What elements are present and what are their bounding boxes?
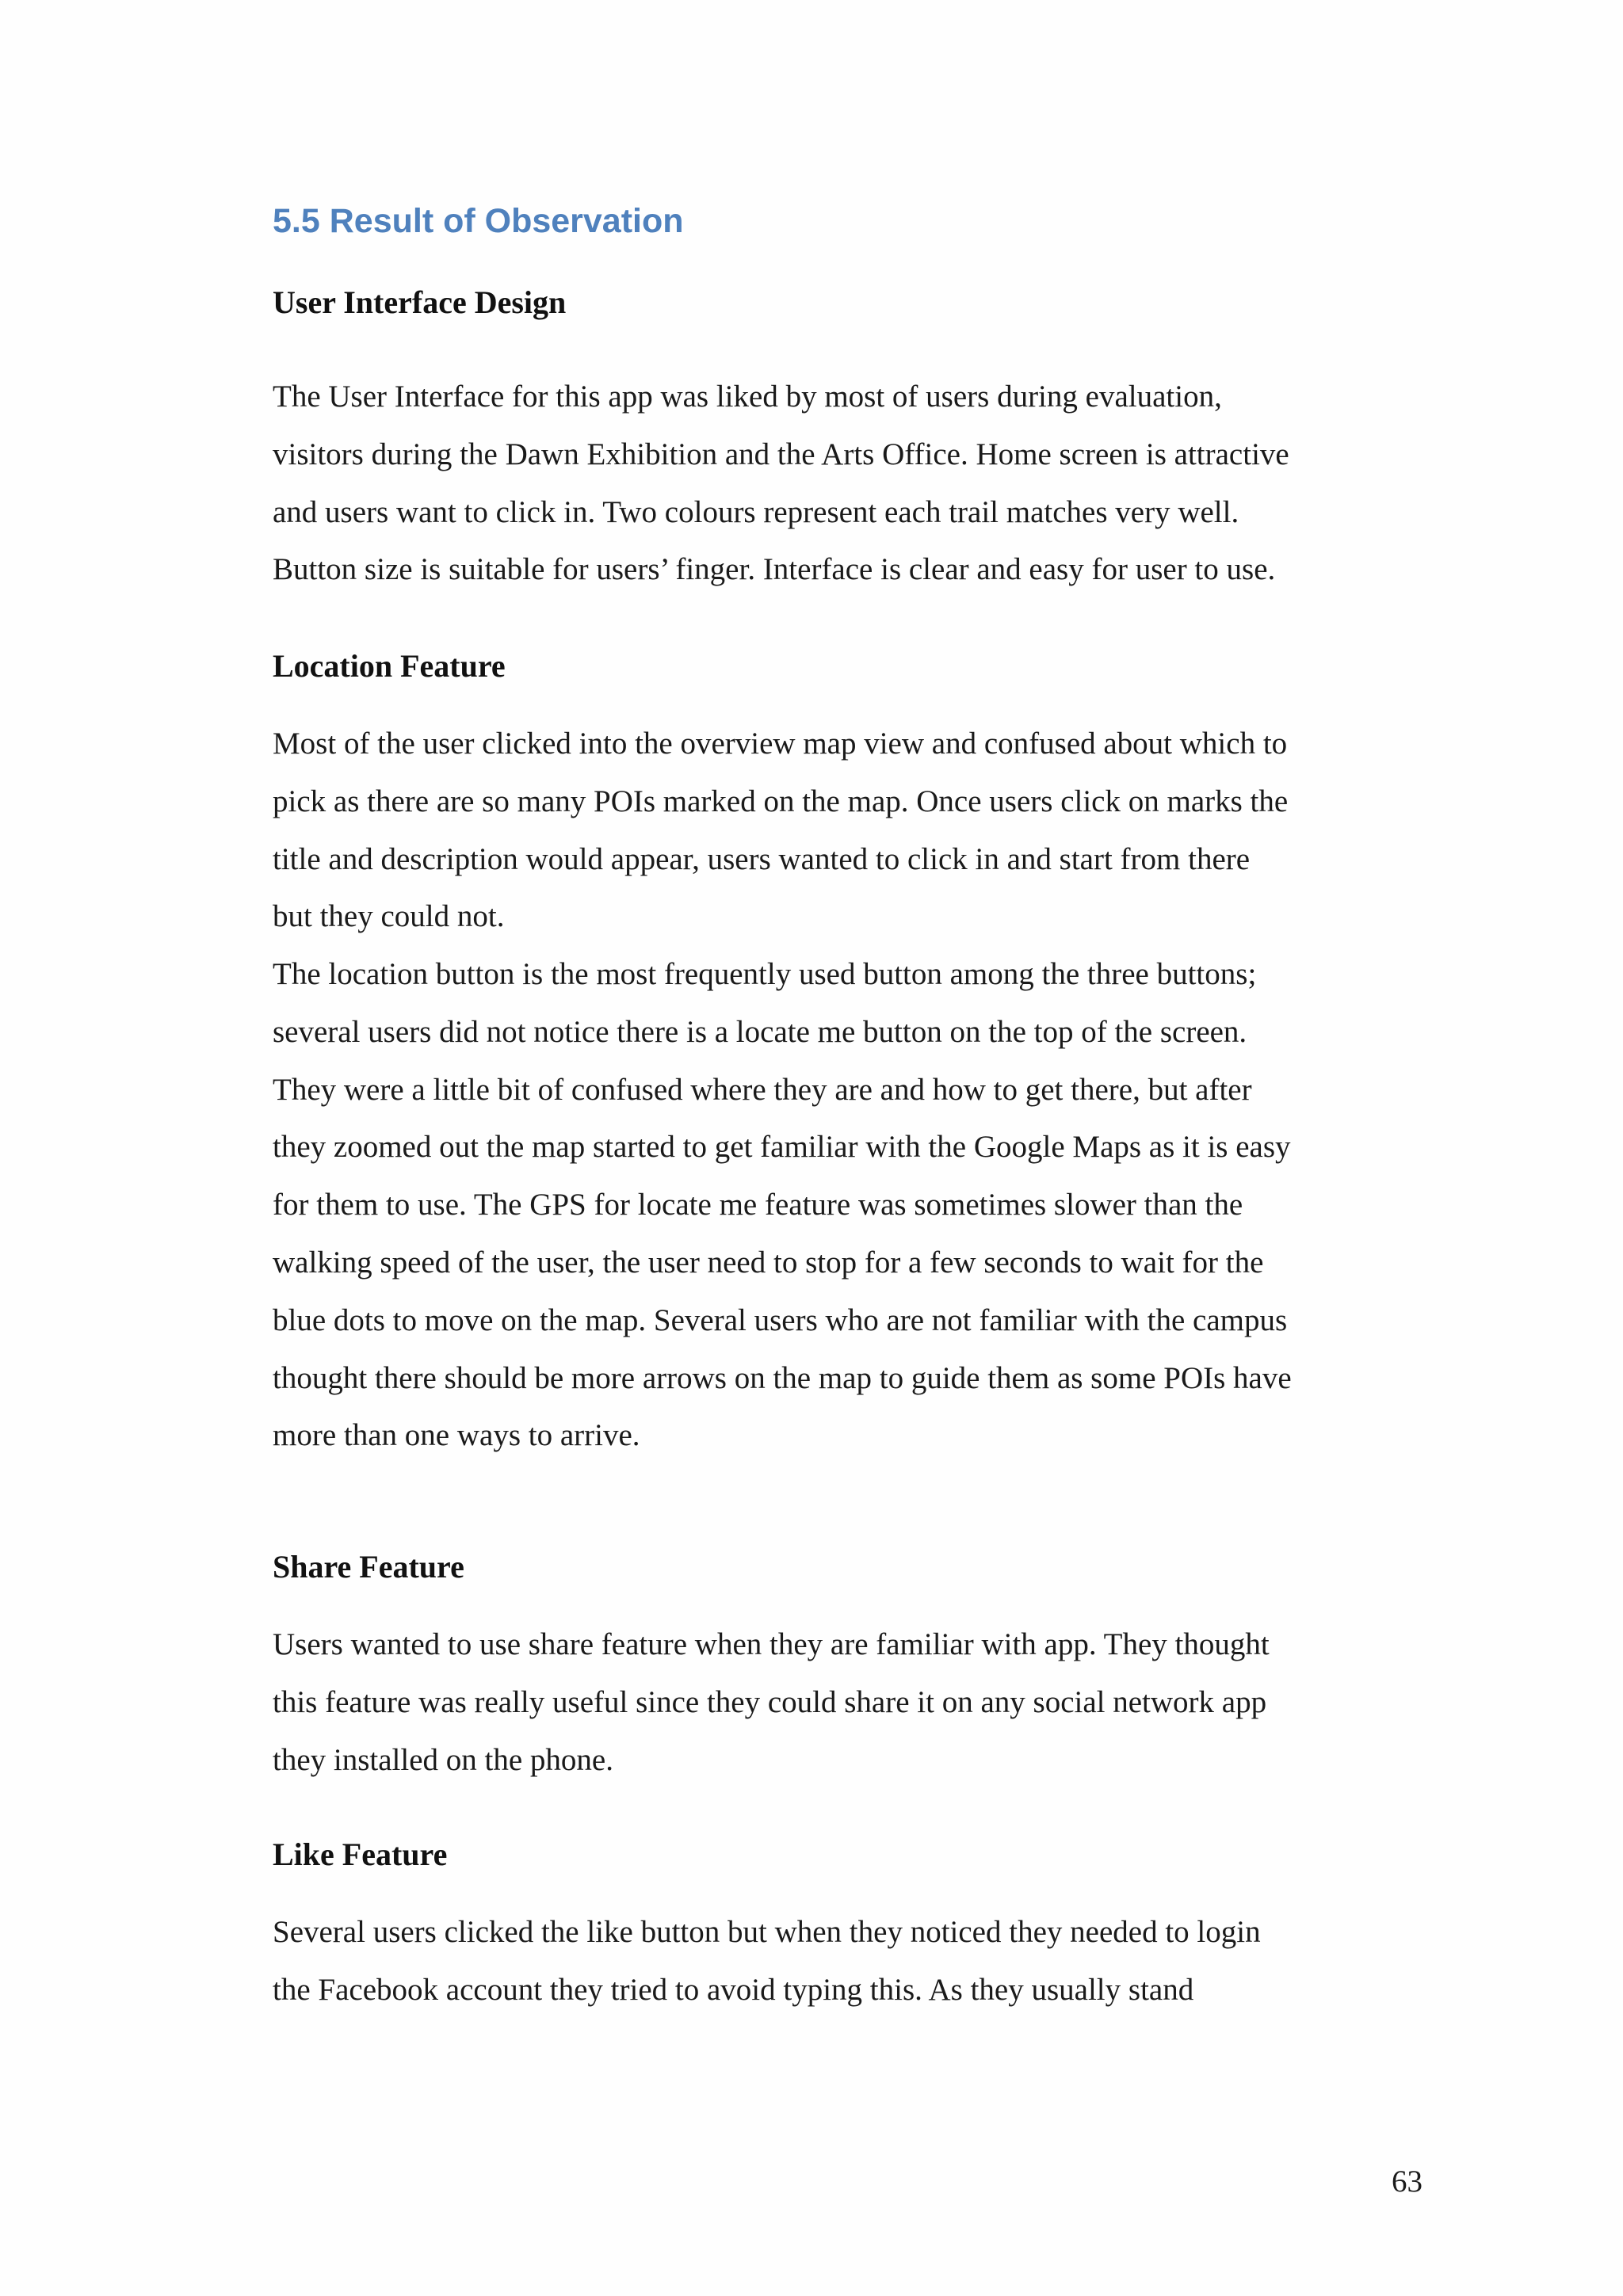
text-line: They were a little bit of confused where they are and how to get there, but after bbox=[273, 1072, 1252, 1107]
paragraph-like-feature bbox=[273, 1904, 1438, 2019]
text-line: visitors during the Dawn Exhibition and the Arts Office. Home screen is attractive bbox=[273, 437, 1289, 471]
paragraph-location-feature-1 bbox=[273, 715, 1438, 946]
paragraph-share-feature bbox=[273, 1616, 1438, 1789]
subheading-location-feature: Location Feature bbox=[273, 648, 506, 684]
text-line: Button size is suitable for users’ finger. Interface is clear and easy for user to use. bbox=[273, 552, 1276, 587]
text-line: The User Interface for this app was liked by most of users during evaluation, bbox=[273, 379, 1222, 414]
text-line: several users did not notice there is a locate me button on the top of the screen. bbox=[273, 1014, 1247, 1049]
text-line: more than one ways to arrive. bbox=[273, 1418, 640, 1453]
text-line: The location button is the most frequently used button among the three buttons; bbox=[273, 957, 1257, 991]
paragraph-user-interface-design bbox=[273, 368, 1438, 599]
text-line: and users want to click in. Two colours represent each trail matches very well. bbox=[273, 494, 1239, 529]
page-number: 63 bbox=[1392, 2164, 1423, 2199]
text-line: they installed on the phone. bbox=[273, 1742, 613, 1777]
text-line: for them to use. The GPS for locate me feature was sometimes slower than the bbox=[273, 1188, 1243, 1222]
text-line: Most of the user clicked into the overview map view and confused about which to bbox=[273, 727, 1288, 761]
text-line: but they could not. bbox=[273, 899, 505, 934]
text-line: title and description would appear, users wanted to click in and start from there bbox=[273, 841, 1251, 876]
section-heading: 5.5 Result of Observation bbox=[273, 202, 684, 240]
subheading-user-interface-design: User Interface Design bbox=[273, 284, 567, 320]
text-line: this feature was really useful since they could share it on any social network app bbox=[273, 1684, 1267, 1719]
text-line: blue dots to move on the map. Several users who are not familiar with the campus bbox=[273, 1302, 1288, 1337]
paragraph-location-feature-2 bbox=[273, 946, 1438, 1465]
text-line: pick as there are so many POIs marked on the map. Once users click on marks the bbox=[273, 784, 1289, 818]
text-line: walking speed of the user, the user need to stop for a few seconds to wait for the bbox=[273, 1245, 1264, 1280]
text-line: thought there should be more arrows on the map to guide them as some POIs have bbox=[273, 1360, 1292, 1395]
text-line: Several users clicked the like button but when they noticed they needed to login bbox=[273, 1915, 1261, 1949]
subheading-share-feature: Share Feature bbox=[273, 1549, 464, 1585]
text-line: Users wanted to use share feature when they are familiar with app. They thought bbox=[273, 1627, 1270, 1661]
text-line: they zoomed out the map started to get familiar with the Google Maps as it is easy bbox=[273, 1130, 1291, 1165]
text-line: the Facebook account they tried to avoid typing this. As they usually stand bbox=[273, 1972, 1194, 2007]
subheading-like-feature: Like Feature bbox=[273, 1836, 448, 1872]
